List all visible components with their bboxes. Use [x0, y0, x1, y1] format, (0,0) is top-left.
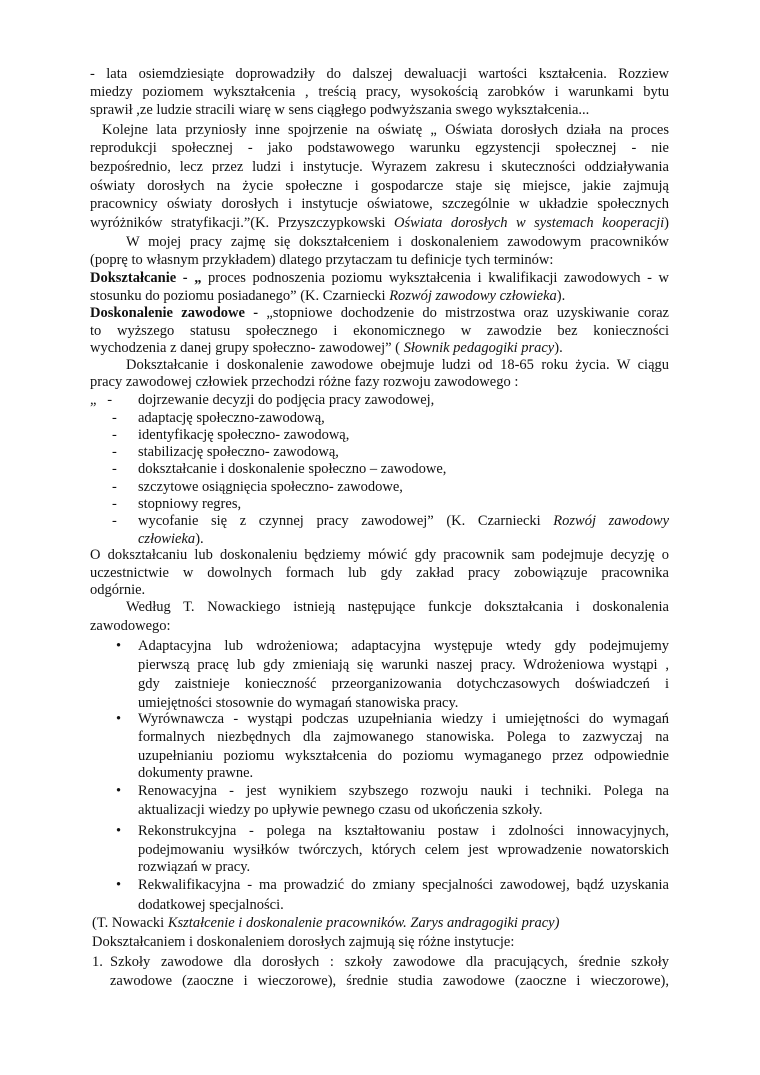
text-run: (poprę to własnym przykładem) dlatego przytaczam tu definicje tych terminów:	[90, 252, 554, 268]
italic-title: Słownik pedagogiki pracy	[403, 340, 555, 356]
bullet-icon: •	[116, 877, 122, 893]
text-run: dokształcanie i doskonalenie społeczno – zawodowe,	[138, 461, 447, 477]
text-run: identyfikację społeczno- zawodową,	[138, 427, 350, 443]
text-line	[90, 158, 669, 176]
text-run: odgórnie.	[90, 582, 146, 598]
text-run: proces podnoszenia poziomu wykształcenia i kwalifikacji zawodowych - w	[201, 270, 670, 286]
text-run: szczytowe osiągnięcia społeczno- zawodowe,	[138, 479, 403, 495]
text-run: dojrzewanie decyzji do podjęcia pracy zawodowej,	[138, 392, 435, 408]
text-run: adaptację społeczno-zawodową,	[138, 410, 325, 426]
text-line	[90, 373, 518, 391]
text-line	[138, 478, 403, 496]
text-line	[138, 896, 284, 914]
text-line	[90, 177, 669, 195]
text-line	[102, 121, 669, 139]
text-run: Adaptacyjna lub wdrożeniowa; adaptacyjna występuje wtedy gdy podejmujemy	[138, 638, 669, 654]
text-line	[92, 914, 559, 932]
text-run: ).	[554, 340, 563, 356]
text-line	[126, 598, 669, 616]
text-run: miedzy poziomem wykształcenia , treścią pracy, wysokością zarobków i warunkami bytu	[90, 84, 669, 100]
text-run: ).	[195, 531, 204, 547]
text-line	[138, 822, 669, 840]
text-run: wyróżników stratyfikacji.”(K. Przyszczypkowski	[90, 215, 395, 231]
text-line	[90, 139, 669, 157]
text-run: - lata osiemdziesiąte doprowadziły do dalszej dewaluacji wartości kształcenia. Rozziew	[90, 66, 669, 82]
text-line	[90, 83, 669, 101]
italic-title: Rozwój zawodowy człowieka	[389, 288, 557, 304]
text-run: Wyrównawcza - wystąpi podczas uzupełniania wiedzy i umiejętności do wymagań	[138, 711, 669, 727]
text-line	[138, 782, 669, 800]
bullet-icon: •	[116, 711, 122, 727]
list-number: 1.	[92, 954, 103, 970]
text-run: Według T. Nowackiego istnieją następujące funkcje dokształcania i doskonalenia	[126, 599, 669, 615]
text-run: stabilizację społeczno- zawodową,	[138, 444, 339, 460]
text-run: oświaty dorosłych na życie społeczne i gospodarcze staje się miejsce, jakie zajmują	[90, 178, 669, 194]
text-run: Dokształcanie i doskonalenie zawodowe obejmuje ludzi od 18-65 roku życia. W ciągu	[126, 357, 669, 373]
text-run: stosunku do poziomu posiadanego” (K. Czarniecki	[90, 288, 390, 304]
text-line	[138, 409, 325, 427]
text-line	[92, 933, 514, 951]
text-line	[138, 656, 669, 674]
text-line	[90, 101, 589, 119]
text-run: formalnych niezbędnych dla zajmowanego stanowiska. Polega to zazwyczaj na	[138, 729, 669, 745]
text-line	[90, 564, 669, 582]
text-line	[90, 304, 669, 322]
text-run: Kolejne lata przyniosły inne spojrzenie na oświatę „ Oświata dorosłych działa na proces	[102, 122, 669, 138]
list-dash: -	[112, 461, 117, 477]
text-run: Rekonstrukcyjna - polega na kształtowaniu postaw i zdolności innowacyjnych,	[138, 823, 669, 839]
text-line	[138, 858, 250, 876]
text-run: rozwiązań w pracy.	[138, 859, 251, 875]
text-line	[90, 214, 669, 232]
text-line	[126, 233, 669, 251]
text-run: to wyższego statusu społecznego i ekonomicznego w zawodzie bez konieczności	[90, 323, 669, 339]
text-line	[90, 546, 669, 564]
italic-title: Rozwój zawodowy	[553, 513, 670, 529]
text-run: )	[664, 215, 669, 231]
text-run: dodatkowej specjalności.	[138, 897, 284, 913]
text-run: wychodzenia z danej grupy społeczno- zawodowej” (	[90, 340, 404, 356]
text-line	[90, 322, 669, 340]
text-run: pierwszą pracę lub gdy zmieniają się warunki naszej pracy. Wdrożeniowa wystąpi ,	[138, 657, 669, 673]
text-run: pracownicy oświaty dorosłych i instytucje oświatowe, szczególnie w układzie społecznych	[90, 196, 669, 212]
text-run: Rekwalifikacyjna - ma prowadzić do zmiany specjalności zawodowej, bądź uzyskania	[138, 877, 669, 893]
text-line	[138, 391, 434, 409]
text-line	[90, 287, 565, 305]
text-line	[110, 953, 669, 971]
text-line	[126, 356, 669, 374]
list-dash: -	[112, 410, 117, 426]
text-line	[138, 728, 669, 746]
text-line	[90, 617, 171, 635]
text-line	[138, 495, 241, 513]
text-run: reprodukcji społecznej - jako podstawowego warunku egzystencji społecznej - nie	[90, 140, 669, 156]
text-line	[138, 443, 339, 461]
text-line	[138, 747, 669, 765]
text-line	[90, 65, 669, 83]
list-dash: -	[112, 513, 117, 529]
bullet-icon: •	[116, 783, 122, 799]
text-run: bezpośrednio, lecz przez ludzi i instytucje. Wyrazem zakresu i skuteczności oddziaływania	[90, 159, 669, 175]
text-line	[90, 581, 145, 599]
text-run: wycofanie się z czynnej pracy zawodowej” (K. Czarniecki	[138, 513, 554, 529]
bullet-icon: •	[116, 638, 122, 654]
text-run: uczestnictwie w dowolnych formach lub gdy zakład pracy zobowiązuje pracownika	[90, 565, 669, 581]
text-run: W mojej pracy zajmę się dokształceniem i doskonaleniem zawodowym pracowników	[126, 234, 669, 250]
italic-title: człowieka	[138, 531, 196, 547]
bullet-icon: •	[116, 823, 122, 839]
text-line	[90, 269, 669, 287]
text-run: O dokształcaniu lub doskonaleniu będziemy mówić gdy pracownik sam podejmuje decyzję o	[90, 547, 669, 563]
italic-title: Kształcenie i doskonalenie pracowników. Zarys andragogiki pracy)	[167, 915, 560, 931]
text-run: (T. Nowacki	[92, 915, 168, 931]
text-line	[138, 764, 253, 782]
text-run: Renowacyjna - jest wynikiem szybszego rozwoju nauki i techniki. Polega na	[138, 783, 669, 799]
bold-term: Doskonalenie zawodowe -	[90, 305, 259, 321]
text-run: stopniowy regres,	[138, 496, 242, 512]
list-dash: „ -	[90, 392, 113, 408]
text-run: umiejętności stosownie do wymagań stanowiska pracy.	[138, 695, 459, 711]
text-line	[138, 675, 669, 693]
bold-term: Dokształcanie - „	[90, 270, 202, 286]
text-line	[138, 426, 349, 444]
list-dash: -	[112, 496, 117, 512]
text-run: ).	[556, 288, 566, 304]
italic-title: Oświata dorosłych w systemach kooperacji	[394, 215, 665, 231]
text-run: sprawił ,ze ludzie stracili wiarę w sens ciągłego podwyższania swego wykształcenia...	[90, 102, 590, 118]
text-run: aktualizacji wiedzy po upływie pewnego czasu od ukończenia szkoły.	[138, 802, 543, 818]
text-run: dokumenty prawne.	[138, 765, 254, 781]
list-dash: -	[112, 444, 117, 460]
text-line	[138, 637, 669, 655]
text-run: zawodowego:	[90, 618, 171, 634]
text-line	[138, 841, 669, 859]
text-run: „stopniowe dochodzenie do mistrzostwa oraz uzyskiwanie coraz	[258, 305, 669, 321]
text-line	[90, 251, 553, 269]
text-line	[138, 801, 543, 819]
text-line	[110, 972, 669, 990]
text-run: podejmowaniu wysiłków twórczych, których celem jest wprowadzenie nowatorskich	[138, 842, 669, 858]
text-run: Dokształcaniem i doskonaleniem dorosłych zajmują się różne instytucje:	[92, 934, 515, 950]
text-line	[138, 710, 669, 728]
text-run: pracy zawodowej człowiek przechodzi różne fazy rozwoju zawodowego :	[90, 374, 519, 390]
text-run: Szkoły zawodowe dla dorosłych : szkoły zawodowe dla pracujących, średnie szkoły	[110, 954, 669, 970]
text-run: gdy zaistnieje konieczność przeorganizowania dotychczasowych doświadczeń i	[138, 676, 669, 692]
text-line	[90, 339, 563, 357]
text-line	[90, 195, 669, 213]
text-line	[138, 876, 669, 894]
text-run: zawodowe (zaoczne i wieczorowe), średnie studia zawodowe (zaoczne i wieczorowe),	[110, 973, 669, 989]
text-line	[138, 460, 446, 478]
text-run: uzupełnianiu poziomu wykształcenia do poziomu wymaganego przez odpowiednie	[138, 748, 669, 764]
text-line	[138, 512, 669, 530]
list-dash: -	[112, 427, 117, 443]
list-dash: -	[112, 479, 117, 495]
